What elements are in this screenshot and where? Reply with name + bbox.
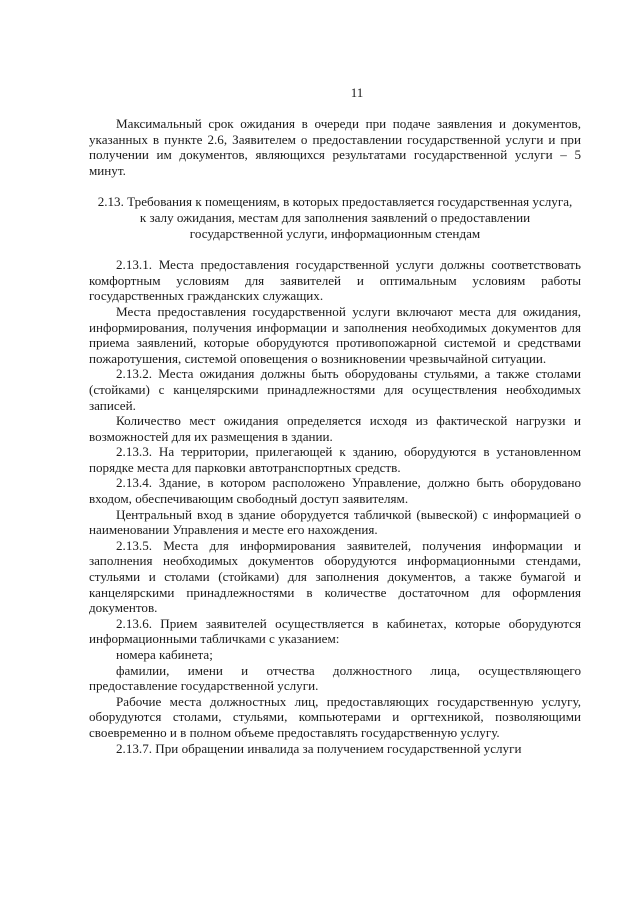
paragraph-2-13-7: 2.13.7. При обращении инвалида за получением государственной услуги: [116, 740, 522, 756]
paragraph-places: Места предоставления государственной услуги включают места для ожидания, информирования, получения информации и заполнения необходимых документов для приема заявлений, которые оборудуются противопожарной системой и средствами пожаротушения, системой оповещения о возникновении чрезвычайной ситуации.: [89, 303, 581, 366]
paragraph-waiting-count: Количество мест ожидания определяется исходя из фактической нагрузки и возможностей для их размещения в здании.: [89, 413, 581, 444]
paragraph-cabinet-number: номера кабинета;: [116, 647, 213, 662]
paragraph-2-13-2: 2.13.2. Места ожидания должны быть оборудованы стульями, а также столами (стойками) с канцелярскими принадлежностями для осуществления необходимых записей.: [89, 366, 581, 413]
page-number: 11: [350, 85, 364, 100]
paragraph-2-13-4: 2.13.4. Здание, в котором расположено Управление, должно быть оборудовано входом, обеспечивающим свободный доступ заявителям.: [89, 475, 581, 507]
paragraph-2-13-1: 2.13.1. Места предоставления государственной услуги должны соответствовать комфортным условиям для заявителей и оптимальным условиям работы государственных гражданских служащих.: [89, 257, 581, 304]
paragraph-2-13-5: 2.13.5. Места для информирования заявителей, получения информации и заполнения необходимых документов оборудуются информационными стендами, стульями и столами (стойками) для заполнения документов, а также бумагой и канцелярскими принадлежностями в количестве достаточном для оформления документов.: [89, 537, 581, 616]
paragraph-2-13-3: 2.13.3. На территории, прилегающей к зданию, оборудуются в установленном порядке места для парковки автотранспортных средств.: [89, 444, 581, 475]
paragraph-official-name: фамилии, имени и отчества должностного лица, осуществляющего предоставление государственной услуги.: [89, 662, 581, 694]
paragraph-workplaces: Рабочие места должностных лиц, предоставляющих государственную услугу, оборудуются столами, стульями, компьютерами и оргтехникой, позволяющими своевременно и в полном объеме предоставлять государственную услугу.: [89, 693, 581, 740]
section-heading: 2.13. Требования к помещениям, в которых предоставляется государственная услуга, к залу ожидания, местам для заполнения заявлений о предоставлении государственной услуги, информационным стендам: [97, 194, 573, 241]
document-body: [89, 116, 581, 756]
intro-paragraph: Максимальный срок ожидания в очереди при подаче заявления и документов, указанных в пункте 2.6, Заявителем о предоставлении государственной услуги и при получении им документов, являющихся результатами государственной услуги – 5 минут.: [89, 116, 581, 178]
paragraph-2-13-6: 2.13.6. Прием заявителей осуществляется в кабинетах, которые оборудуются информационными табличками с указанием:: [89, 615, 581, 647]
paragraph-central-entrance: Центральный вход в здание оборудуется табличкой (вывеской) с информацией о наименовании Управления и месте его нахождения.: [89, 506, 581, 538]
